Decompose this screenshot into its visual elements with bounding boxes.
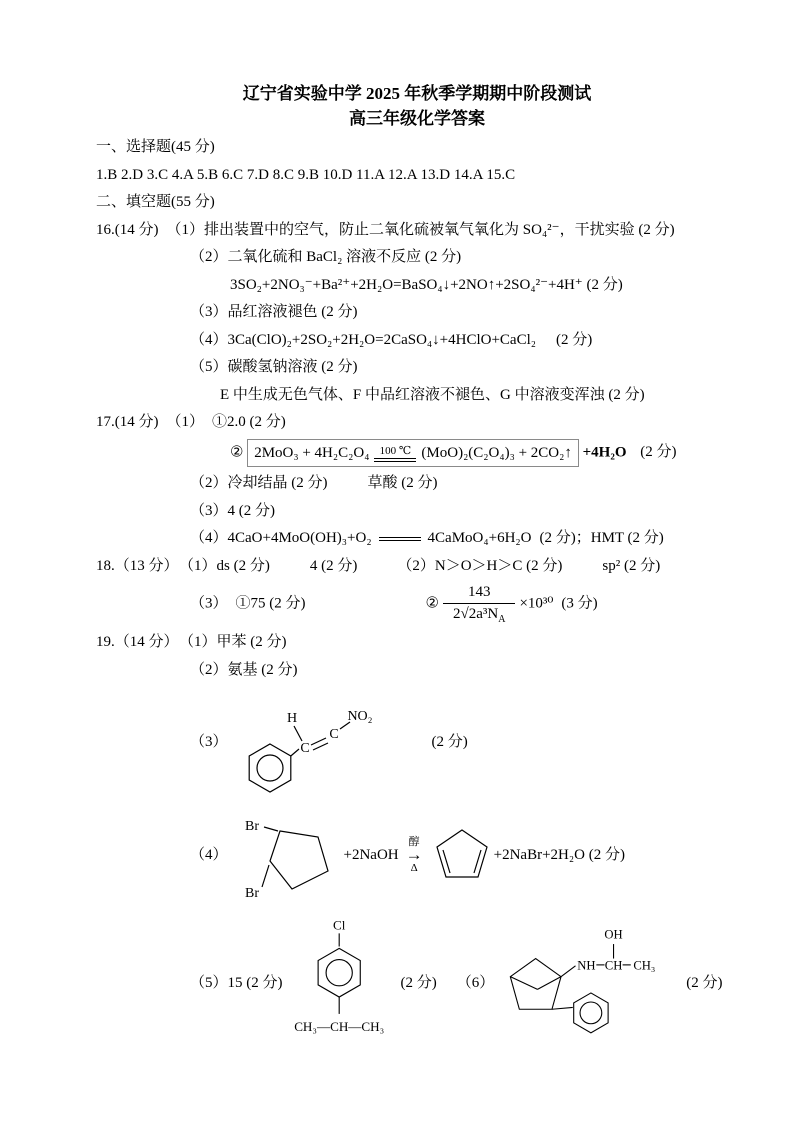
methyl-label: CH₃ [633,958,656,973]
q16-item2-label: （2） [190,249,228,266]
double-line [374,458,416,462]
q19-item4 [190,803,738,907]
q18-frac-score: (3 分) [561,595,598,612]
q18-frac-circled2: ② [425,595,439,612]
q16-item5-note: E 中生成无色气体、F 中品红溶液不褪色、G 中溶液变浑浊 (2 分) [220,386,645,403]
benzene-ring [574,993,608,1033]
q18-item2-label: （2） [397,557,435,574]
reaction-arrow-icon: → [405,844,423,864]
q17-item3 [190,500,738,523]
q18-fraction [443,582,515,626]
structure-chloro-isopropylbenzene [283,912,401,1054]
q16-item1-label: （1） [166,221,205,238]
isopropyl-chain-label: CH₃—CH—CH₃ [293,1018,384,1034]
q16-item2 [190,246,738,269]
hydroxyl-label: OH [604,927,623,942]
q16-item4 [190,329,738,352]
q19-item2-label: （2） [190,661,228,678]
q17-item4-score: (2 分) [539,530,576,547]
choice-section-heading: 一、选择题(45 分) [96,139,215,156]
structure-dibromocyclopentane [228,803,344,907]
q16-item2-text: 二氧化硫和 BaCl₂ 溶液不反应 (2 分) [227,249,462,266]
q17-equation-line [230,439,738,468]
q17-item1-label: （1） [166,414,205,431]
q16-line1 [96,219,738,242]
q16-item5 [190,356,738,379]
q17-item4-sep: ； [575,530,591,547]
arrow-condition-bottom: Δ [410,862,418,875]
q17-eq-rhs: (MoO)₂(C₂O₄)₃ + 2CO₂↑ [421,444,572,461]
q19-item5-6 [190,912,738,1054]
q17-eq-circled2: ② [230,444,244,461]
cyclopentadiene-ring [437,830,487,877]
carbon-label: C [328,727,339,743]
nitro-group-label: NO₂ [346,709,373,725]
q17-item2-a: 冷却结晶 (2 分) [227,475,328,492]
q18-item2-b: sp² (2 分) [602,557,661,574]
q18-item1-label: （1） [186,557,217,574]
q17-eq-lhs: 2MoO₃ + 4H₂C₂O₄ [254,444,370,461]
bond-lines [552,944,631,1009]
q17-item4-lhs: 4CaO+4MoO(OH)₃+O₂ [227,530,372,547]
q16-item3-label: （3） [190,304,228,321]
q17-item4-label: （4） [190,530,228,547]
benzene-ring [249,744,291,792]
q19-number: 19.（14 分） [96,634,179,651]
q19-item2-text: 氨基 (2 分) [227,661,298,678]
structure-norbornyl-aminoethanol-phenyl [494,920,686,1046]
cyclopentane-ring [270,831,328,889]
q19-item3-score: (2 分) [431,733,468,750]
q19-line1 [96,631,738,654]
q19-item4-label: （4） [190,846,228,863]
q19-item4-reagent: +2NaOH [343,846,399,863]
q18-fraction-denominator [443,604,515,627]
q18-item3-label: （3） [190,595,228,612]
q16-item5-text: 碳酸氢钠溶液 (2 分) [227,359,358,376]
q16-item4-equation: 3Ca(ClO)₂+2SO₂+2H₂O=2CaSO₄↓+4HClO+CaCl₂ [227,331,536,348]
chlorine-label: Cl [332,917,345,933]
q19-item1-label: （1） [186,634,217,651]
q17-eq-condition: 100 ℃ [379,445,412,458]
q17-item4 [190,527,738,550]
page-title: 辽宁省实验中学 2025 年秋季学期期中阶段测试 [242,84,592,103]
q18-den-sub: A [498,613,506,625]
q19-item2 [190,659,738,682]
norbornane-ring [511,959,562,1010]
q18-den-main: 2√2a³N [452,605,499,622]
benzene-ring [318,948,360,997]
arrow-condition-top: 醇 [408,835,420,848]
q18-fraction-numerator: 143 [443,582,515,603]
q19-item5-label: （5） [190,974,228,991]
q19-item4-arrow [406,836,423,875]
q17-eq-tail: +4H₂O [582,444,627,461]
hydrogen-label: H [286,711,297,727]
q16-item3-text: 品红溶液褪色 (2 分) [227,304,358,321]
q17-reaction-arrow [374,445,416,462]
bromine-label: Br [244,819,259,835]
q17-eq-score: (2 分) [640,444,677,461]
q17-item2 [190,472,738,495]
q16-item4-score: (2 分) [555,331,593,348]
amine-label: NH [577,958,596,973]
q16-item4-label: （4） [190,331,228,348]
q18-item2-a: N＞O＞H＞C (2 分) [434,557,563,574]
fill-section-heading: 二、填空题(55 分) [96,194,215,211]
structure-phenyl-nitroethene [228,686,408,798]
q17-item2-label: （2） [190,475,228,492]
q18-item1-a: ds (2 分) [216,557,270,574]
choice-answers: 1.B 2.D 3.C 4.A 5.B 6.C 7.D 8.C 9.B 10.D 11.A 12.A 13.D 14.A 15.C [96,166,516,183]
q19-item6-label: （6） [456,974,495,991]
q17-number: 17.(14 分) [96,414,159,431]
q19-item1-text: 甲苯 (2 分) [216,634,287,651]
structure-cyclopentadiene [430,821,494,889]
q19-item3-label: （3） [190,733,228,750]
q18-item3-a: ①75 (2 分) [235,595,306,612]
q16-item2-equation: 3SO₂+2NO₃⁻+Ba²⁺+2H₂O=BaSO₄↓+2NO↑+2SO₄²⁻+4H⁺ (2 分) [230,276,623,293]
q17-item4-hmt: HMT (2 分) [590,530,664,547]
carbon-label: CH [605,958,623,973]
q19-item6-score: (2 分) [686,974,723,991]
q17-item3-label: （3） [190,502,228,519]
q18-number: 18.（13 分） [96,557,179,574]
bond-lines [262,827,278,887]
q16-number: 16.(14 分) [96,221,159,238]
q16-item1-text: 排出装置中的空气，防止二氧化硫被氧气氧化为 SO₄²⁻，干扰实验 (2 分) [204,221,675,238]
q18-item1-b: 4 (2 分) [309,557,358,574]
q17-item4-rhs: 4CaMoO₄+6H₂O [427,530,532,547]
q18-line1 [96,555,738,578]
q17-item1-sub1: ①2.0 (2 分) [212,414,286,431]
page-subtitle: 高三年级化学答案 [349,108,485,128]
q18-frac-multiplier: ×10³⁰ [519,595,554,612]
q19-item3 [190,686,738,798]
q19-item5-text: 15 (2 分) [227,974,283,991]
carbon-label: C [299,741,310,757]
q18-line2 [190,582,738,626]
q17-item2-b: 草酸 (2 分) [367,475,438,492]
q16-item3 [190,301,738,324]
q19-item4-products: +2NaBr+2H₂O (2 分) [493,846,625,863]
double-line [379,537,421,541]
bromine-label: Br [244,886,259,902]
q16-item5-label: （5） [190,359,228,376]
q17-item3-text: 4 (2 分) [227,502,276,519]
q19-item5-score: (2 分) [400,974,437,991]
q17-line1 [96,411,738,434]
q17-equation-box [247,439,579,468]
